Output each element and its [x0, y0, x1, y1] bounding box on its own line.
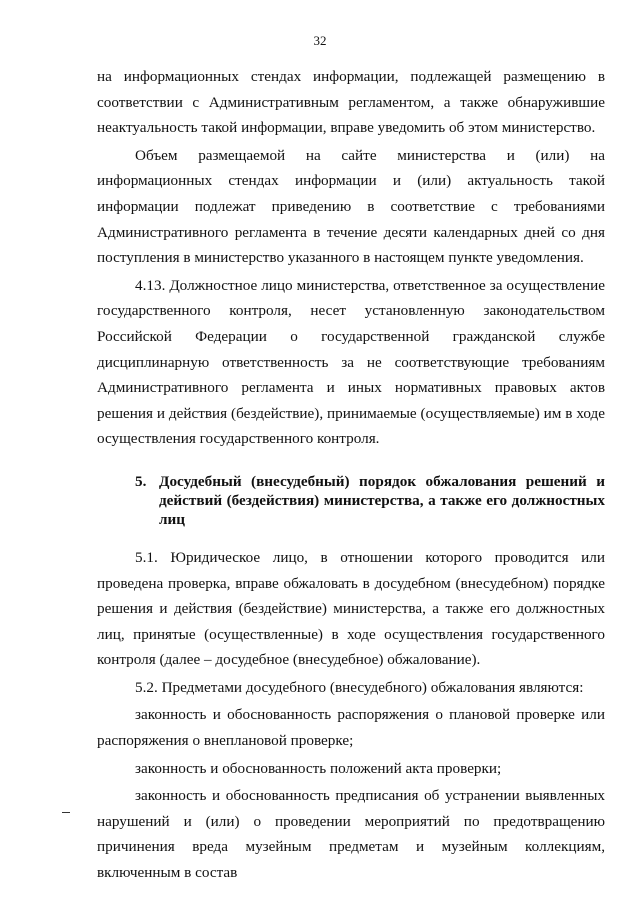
document-body [97, 64, 605, 886]
paragraph-site-information: Объем размещаемой на сайте министерства и (или) на информационных стендах информации и (или) актуальность такой информации подлежат приведению в соответствие с требованиями Административного регламента в течение десяти календарных дней со дня поступления в министерство указанного в настоящем пункте уведомления. [97, 146, 605, 267]
paragraph-4-13: 4.13. Должностное лицо министерства, ответственное за осуществление государственного контроля, несет установленную законодательством Российской Федерации о государственной гражданской службе дисциплинарную ответственность за не соответствующие требованиям Административного регламента и иных нормативных правовых актов решения и действия (бездействие), принимаемые (осуществляемые) им в ходе осуществления государственного контроля. [97, 276, 605, 448]
section-5-number: 5. [135, 472, 147, 490]
list-item-act-legality: законность и обоснованность положений акта проверки; [135, 759, 502, 777]
paragraph-5-2: 5.2. Предметами досудебного (внесудебного) обжалования являются: [135, 678, 584, 696]
paragraph-continuation: на информационных стендах информации, подлежащей размещению в соответствии с Административным регламентом, а также обнаружившие неактуальность такой информации, вправе уведомить об этом министерство. [97, 68, 605, 137]
page-number: 32 [313, 33, 327, 48]
section-5-heading [97, 472, 605, 529]
paragraph-5-1: 5.1. Юридическое лицо, в отношении которого проводится или проведена проверка, вправе обжаловать в досудебном (внесудебном) порядке решения и действия (бездействие) министерства, а также его должностных лиц, принятые (осуществленные) в ходе осуществления государственного контроля (далее – досудебное (внесудебное) обжалование). [97, 548, 605, 669]
section-5-title: Досудебный (внесудебный) порядок обжалования решений и действий (бездействия) министерства, а также его должностных лиц [159, 472, 605, 528]
margin-mark [62, 812, 70, 813]
list-item-prescription-legality: законность и обоснованность предписания об устранении выявленных нарушений и (или) о проведении мероприятий по предотвращению причинения вреда музейным предметам и музейным коллекциям, включенным в состав [97, 787, 605, 882]
list-item-order-legality: законность и обоснованность распоряжения о плановой проверке или распоряжения о внеплановой проверке; [97, 706, 605, 750]
